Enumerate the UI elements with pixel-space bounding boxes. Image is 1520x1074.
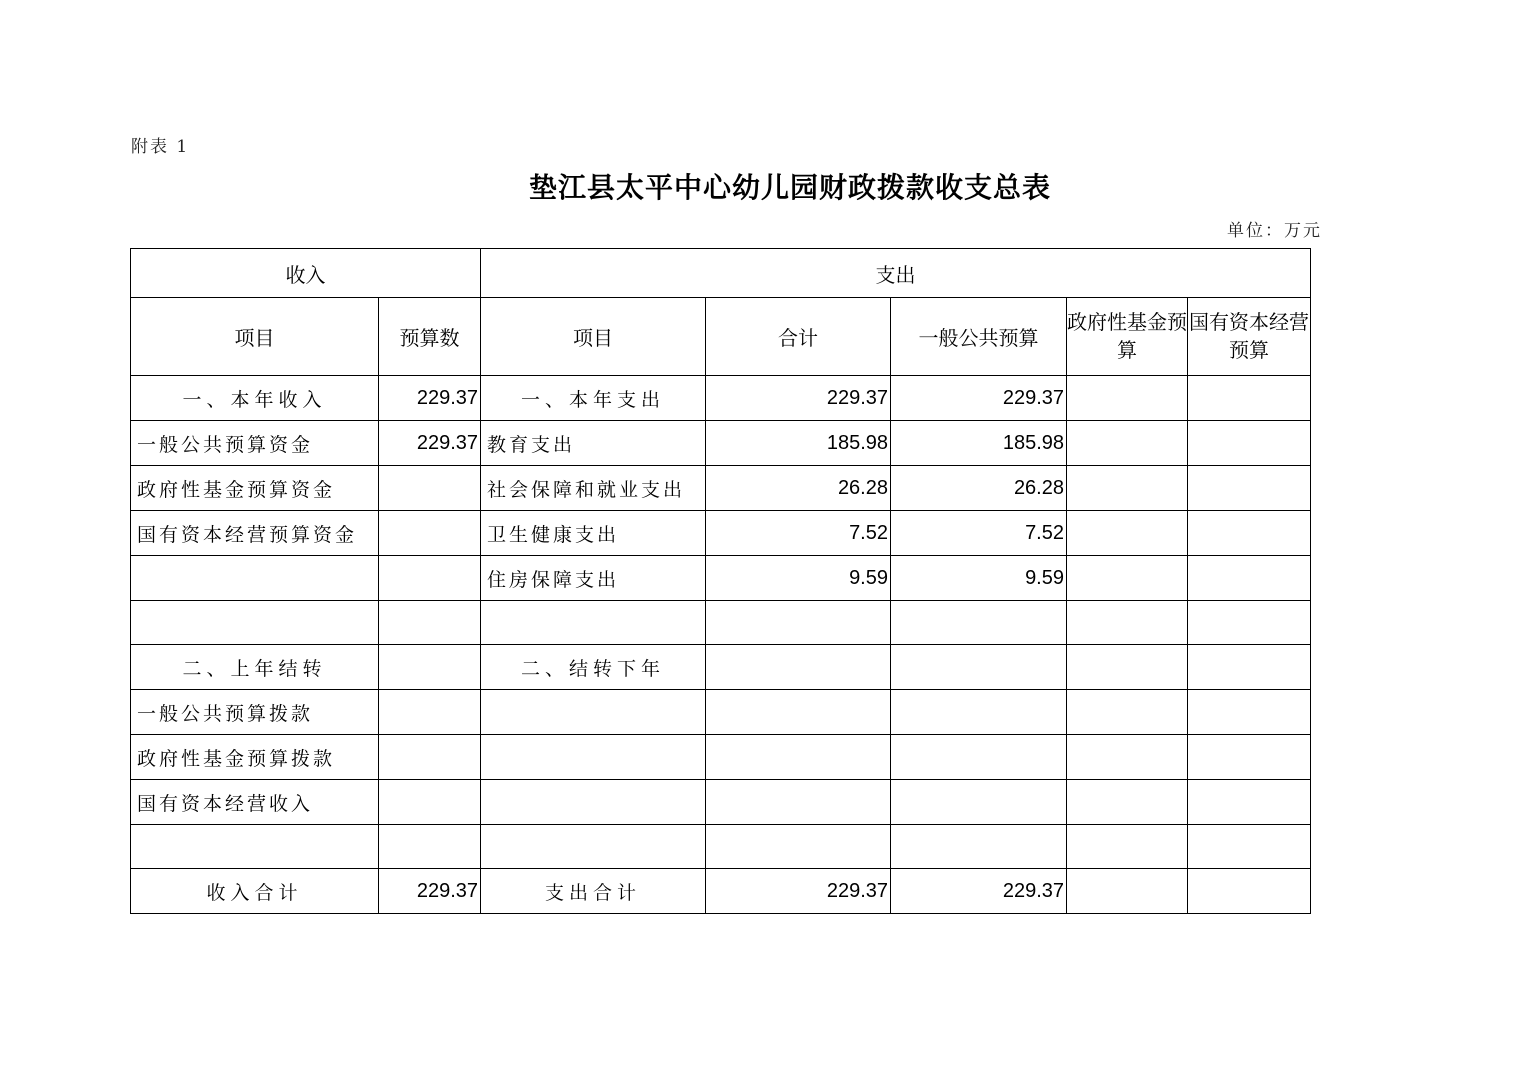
gov-fund-cell — [1067, 466, 1188, 511]
gov-fund-cell — [1067, 556, 1188, 601]
income-header: 收入 — [131, 249, 481, 298]
annex-label: 附表 1 — [131, 137, 190, 157]
gov-fund-cell — [1067, 825, 1188, 869]
general-budget-header: 一般公共预算 — [891, 298, 1067, 376]
general-budget-cell: 229.37 — [891, 376, 1067, 421]
table-row — [131, 601, 1311, 645]
general-budget-cell: 229.37 — [891, 869, 1067, 914]
table-row — [131, 735, 1311, 780]
general-budget-cell — [891, 645, 1067, 690]
income-item-cell: 收入合计 — [131, 869, 379, 914]
gov-fund-cell — [1067, 735, 1188, 780]
gov-fund-cell — [1067, 690, 1188, 735]
unit-label: 单位：万元 — [1227, 221, 1322, 241]
income-value-cell — [379, 735, 481, 780]
table-row — [131, 556, 1311, 601]
income-value-cell — [379, 645, 481, 690]
state-capital-cell — [1188, 421, 1311, 466]
income-value-cell — [379, 511, 481, 556]
gov-fund-cell — [1067, 601, 1188, 645]
expense-total-cell — [706, 780, 891, 825]
table-row — [131, 780, 1311, 825]
state-capital-cell — [1188, 376, 1311, 421]
expense-item-cell — [481, 780, 706, 825]
expense-item-cell: 二、结转下年 — [481, 645, 706, 690]
expense-item-cell: 社会保障和就业支出 — [481, 466, 706, 511]
income-value-cell: 229.37 — [379, 421, 481, 466]
gov-fund-cell — [1067, 780, 1188, 825]
state-capital-header: 国有资本经营预算 — [1188, 298, 1311, 376]
expense-item-cell — [481, 601, 706, 645]
expense-item-cell — [481, 735, 706, 780]
expense-item-cell: 卫生健康支出 — [481, 511, 706, 556]
table-row — [131, 511, 1311, 556]
expense-item-cell — [481, 825, 706, 869]
general-budget-cell — [891, 690, 1067, 735]
income-item-cell: 政府性基金预算资金 — [131, 466, 379, 511]
expense-header: 支出 — [481, 249, 1311, 298]
income-item-cell: 国有资本经营预算资金 — [131, 511, 379, 556]
expense-total-cell: 7.52 — [706, 511, 891, 556]
income-item-cell: 国有资本经营收入 — [131, 780, 379, 825]
header-row-sub — [131, 298, 1311, 376]
general-budget-cell — [891, 735, 1067, 780]
state-capital-cell — [1188, 735, 1311, 780]
general-budget-cell: 26.28 — [891, 466, 1067, 511]
general-budget-cell: 9.59 — [891, 556, 1067, 601]
income-value-cell — [379, 690, 481, 735]
general-budget-cell — [891, 780, 1067, 825]
gov-fund-cell — [1067, 511, 1188, 556]
expense-item-header: 项目 — [481, 298, 706, 376]
state-capital-cell — [1188, 645, 1311, 690]
state-capital-cell — [1188, 690, 1311, 735]
expense-total-cell: 26.28 — [706, 466, 891, 511]
income-value-cell — [379, 556, 481, 601]
gov-fund-header: 政府性基金预算 — [1067, 298, 1188, 376]
income-item-cell — [131, 825, 379, 869]
table-row — [131, 825, 1311, 869]
expense-total-cell — [706, 645, 891, 690]
expense-total-cell — [706, 735, 891, 780]
page-title: 垫江县太平中心幼儿园财政拨款收支总表 — [528, 171, 1051, 204]
income-value-cell — [379, 780, 481, 825]
table-row — [131, 421, 1311, 466]
expense-item-cell: 一、本年支出 — [481, 376, 706, 421]
state-capital-cell — [1188, 869, 1311, 914]
state-capital-cell — [1188, 556, 1311, 601]
expense-total-cell — [706, 690, 891, 735]
gov-fund-cell — [1067, 645, 1188, 690]
gov-fund-cell — [1067, 376, 1188, 421]
expense-total-cell: 185.98 — [706, 421, 891, 466]
table-row — [131, 645, 1311, 690]
expense-item-cell — [481, 690, 706, 735]
income-budget-header: 预算数 — [379, 298, 481, 376]
income-value-cell — [379, 601, 481, 645]
expense-total-cell: 229.37 — [706, 869, 891, 914]
general-budget-cell — [891, 825, 1067, 869]
income-item-cell — [131, 601, 379, 645]
header-row-top — [131, 249, 1311, 298]
general-budget-cell: 185.98 — [891, 421, 1067, 466]
state-capital-cell — [1188, 601, 1311, 645]
table-row — [131, 690, 1311, 735]
table-row — [131, 466, 1311, 511]
general-budget-cell: 7.52 — [891, 511, 1067, 556]
income-item-cell: 二、上年结转 — [131, 645, 379, 690]
state-capital-cell — [1188, 825, 1311, 869]
income-value-cell — [379, 466, 481, 511]
expense-item-cell: 住房保障支出 — [481, 556, 706, 601]
income-item-header: 项目 — [131, 298, 379, 376]
expense-item-cell: 教育支出 — [481, 421, 706, 466]
expense-total-cell — [706, 601, 891, 645]
income-value-cell: 229.37 — [379, 869, 481, 914]
income-item-cell: 一般公共预算资金 — [131, 421, 379, 466]
expense-total-header: 合计 — [706, 298, 891, 376]
gov-fund-cell — [1067, 869, 1188, 914]
income-item-cell — [131, 556, 379, 601]
expense-total-cell — [706, 825, 891, 869]
income-item-cell: 一、本年收入 — [131, 376, 379, 421]
table-row — [131, 869, 1311, 914]
expense-total-cell: 229.37 — [706, 376, 891, 421]
income-item-cell: 政府性基金预算拨款 — [131, 735, 379, 780]
income-value-cell: 229.37 — [379, 376, 481, 421]
income-value-cell — [379, 825, 481, 869]
state-capital-cell — [1188, 511, 1311, 556]
state-capital-cell — [1188, 780, 1311, 825]
income-item-cell: 一般公共预算拨款 — [131, 690, 379, 735]
state-capital-cell — [1188, 466, 1311, 511]
budget-summary-table — [130, 248, 1311, 914]
gov-fund-cell — [1067, 421, 1188, 466]
general-budget-cell — [891, 601, 1067, 645]
expense-total-cell: 9.59 — [706, 556, 891, 601]
expense-item-cell: 支出合计 — [481, 869, 706, 914]
table-row — [131, 376, 1311, 421]
